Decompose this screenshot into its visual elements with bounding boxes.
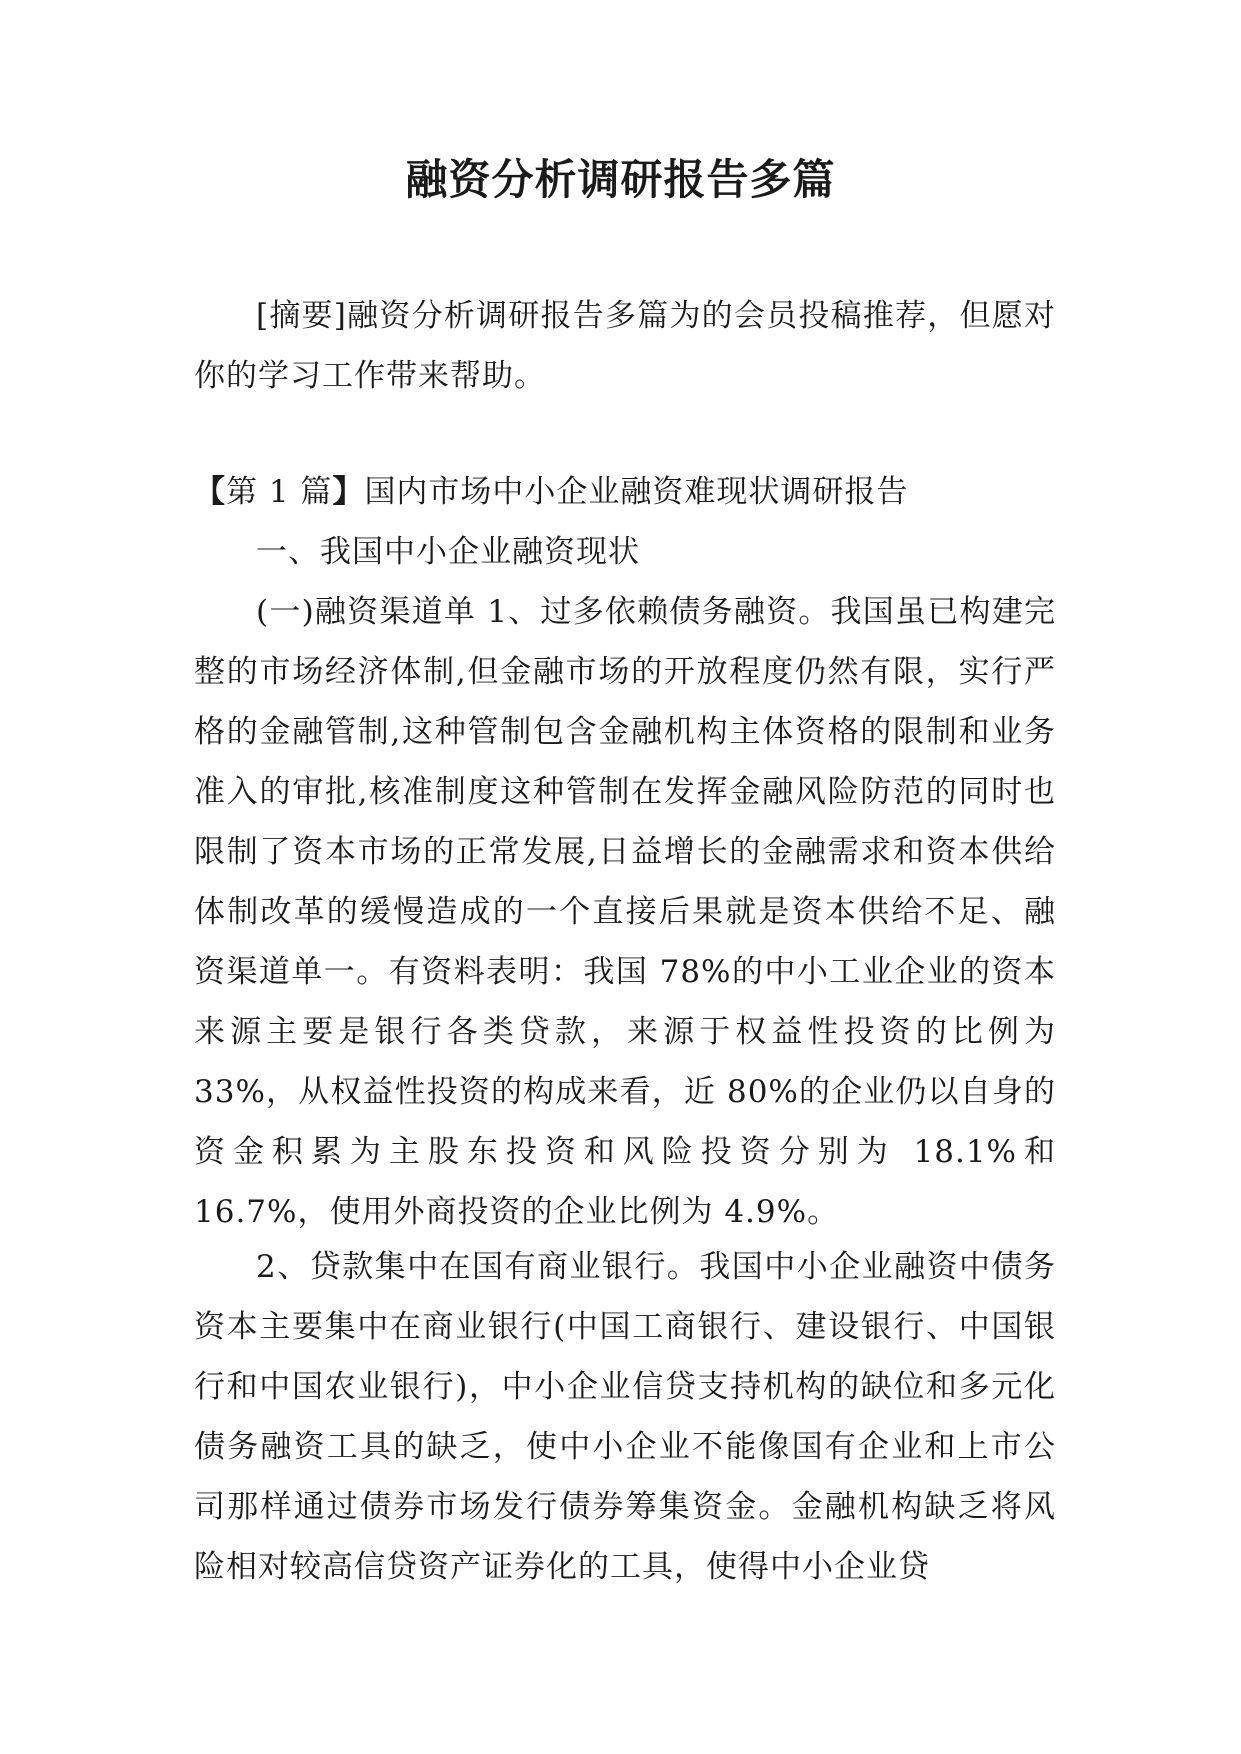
body-paragraph-2: 2、贷款集中在国有商业银行。我国中小企业融资中债务资本主要集中在商业银行(中国工商银行、建设银行、中国银行和中国农业银行)，中小企业信贷支持机构的缺位和多元化债务融资工具的缺乏，使中小企业不能像国有企业和上市公司那样通过债券市场发行债券筹集资金。金融机构缺乏将风险相对较高信贷资产证券化的工具，使得中小企业贷 (194, 1249, 1056, 1585)
body-paragraph-1: (一)融资渠道单 1、过多依赖债务融资。我国虽已构建完整的市场经济体制,但金融市场的开放程度仍然有限，实行严格的金融管制,这种管制包含金融机构主体资格的限制和业务准入的审批,核准制度这种管制在发挥金融风险防范的同时也限制了资本市场的正常发展,日益增长的金融需求和资本供给体制改革的缓慢造成的一个直接后果就是资本供给不足、融资渠道单一。有资料表明：我国 78%的中小工业企业的资本来源主要是银行各类贷款，来源于权益性投资的比例为 33%，从权益性投资的构成来看，近 80%的企业仍以自身的资金积累为主股东投资和风险投资分别为 18.1%和 16.7%，使用外商投资的企业比例为 4.9%。 (194, 594, 1056, 1230)
section-title: 国内市场中小企业融资难现状调研报告 (364, 474, 909, 510)
document-title: 融资分析调研报告多篇 (405, 155, 836, 204)
subheading: 一、我国中小企业融资现状 (256, 534, 640, 570)
section-bracket-close: 】 (332, 474, 365, 510)
section-bracket-open: 【 (194, 474, 226, 510)
abstract-paragraph: [摘要]融资分析调研报告多篇为的会员投稿推荐，但愿对你的学习工作带来帮助。 (194, 298, 1056, 394)
section-label: 第 1 篇 (226, 474, 333, 510)
section-heading (194, 462, 1056, 522)
